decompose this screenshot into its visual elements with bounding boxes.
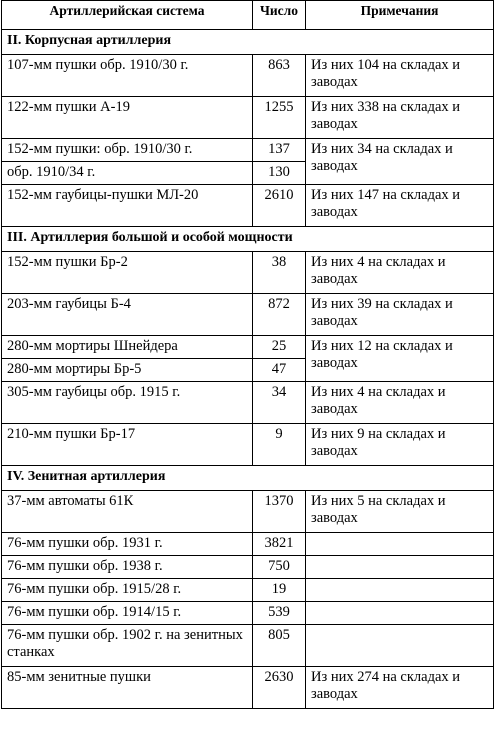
section-title: IV. Зенитная артиллерия: [2, 466, 494, 491]
section-row: [2, 466, 494, 491]
table-row: [2, 579, 494, 602]
system-name: 76-мм пушки обр. 1915/28 г.: [2, 579, 253, 602]
count-value: 863: [253, 55, 306, 97]
note-text: Из них 104 на складах и заводах: [306, 55, 494, 97]
note-text: Из них 9 на складах и заводах: [306, 424, 494, 466]
header-notes: Примечания: [306, 1, 494, 30]
system-name: 305-мм гаубицы обр. 1915 г.: [2, 382, 253, 424]
count-value: 750: [253, 556, 306, 579]
system-name: 76-мм пушки обр. 1938 г.: [2, 556, 253, 579]
note-text: Из них 147 на складах и заводах: [306, 185, 494, 227]
system-name: 76-мм пушки обр. 1902 г. на зенитных станках: [2, 625, 253, 667]
note-text: [306, 602, 494, 625]
count-value: 137: [253, 139, 306, 162]
note-text: Из них 338 на складах и заводах: [306, 97, 494, 139]
table-row: [2, 252, 494, 294]
count-value: 38: [253, 252, 306, 294]
count-value: 130: [253, 162, 306, 185]
count-value: 3821: [253, 533, 306, 556]
note-text: Из них 4 на складах и заводах: [306, 382, 494, 424]
system-name: 76-мм пушки обр. 1931 г.: [2, 533, 253, 556]
system-name: 280-мм мортиры Шнейдера: [2, 336, 253, 359]
count-value: 1370: [253, 491, 306, 533]
note-text: Из них 274 на складах и заводах: [306, 667, 494, 709]
table-row: [2, 625, 494, 667]
system-name: 280-мм мортиры Бр-5: [2, 359, 253, 382]
note-text: [306, 579, 494, 602]
note-text: [306, 625, 494, 667]
system-name: 37-мм автоматы 61К: [2, 491, 253, 533]
count-value: 9: [253, 424, 306, 466]
count-value: 805: [253, 625, 306, 667]
count-value: 872: [253, 294, 306, 336]
count-value: 47: [253, 359, 306, 382]
system-name: 210-мм пушки Бр-17: [2, 424, 253, 466]
note-text: Из них 39 на складах и заводах: [306, 294, 494, 336]
table-row: [2, 97, 494, 139]
section-title: III. Артиллерия большой и особой мощности: [2, 227, 494, 252]
system-name: 152-мм пушки: обр. 1910/30 г.: [2, 139, 253, 162]
header-system: Артиллерийская система: [2, 1, 253, 30]
note-text: Из них 4 на складах и заводах: [306, 252, 494, 294]
note-text: Из них 34 на складах и заводах: [306, 139, 494, 185]
table-row: [2, 294, 494, 336]
section-title: II. Корпусная артиллерия: [2, 30, 494, 55]
table-row: [2, 667, 494, 709]
system-name: 203-мм гаубицы Б-4: [2, 294, 253, 336]
table-row: [2, 424, 494, 466]
system-name: 152-мм пушки Бр-2: [2, 252, 253, 294]
system-name: 122-мм пушки А-19: [2, 97, 253, 139]
header-count: Число: [253, 1, 306, 30]
section-row: [2, 227, 494, 252]
system-name: 85-мм зенитные пушки: [2, 667, 253, 709]
system-name: 152-мм гаубицы-пушки МЛ-20: [2, 185, 253, 227]
count-value: 2630: [253, 667, 306, 709]
system-name: 76-мм пушки обр. 1914/15 г.: [2, 602, 253, 625]
count-value: 34: [253, 382, 306, 424]
table-row: [2, 491, 494, 533]
table-row: [2, 185, 494, 227]
count-value: 19: [253, 579, 306, 602]
table-row: [2, 139, 494, 162]
table-row: [2, 382, 494, 424]
count-value: 1255: [253, 97, 306, 139]
count-value: 2610: [253, 185, 306, 227]
table-row: [2, 533, 494, 556]
section-row: [2, 30, 494, 55]
note-text: [306, 533, 494, 556]
table-row: [2, 336, 494, 359]
table-row: [2, 602, 494, 625]
count-value: 25: [253, 336, 306, 359]
count-value: 539: [253, 602, 306, 625]
table-row: [2, 556, 494, 579]
note-text: Из них 5 на складах и заводах: [306, 491, 494, 533]
note-text: [306, 556, 494, 579]
header-row: [2, 1, 494, 30]
system-name: обр. 1910/34 г.: [2, 162, 253, 185]
system-name: 107-мм пушки обр. 1910/30 г.: [2, 55, 253, 97]
artillery-table: [1, 0, 494, 709]
table-row: [2, 55, 494, 97]
note-text: Из них 12 на складах и заводах: [306, 336, 494, 382]
